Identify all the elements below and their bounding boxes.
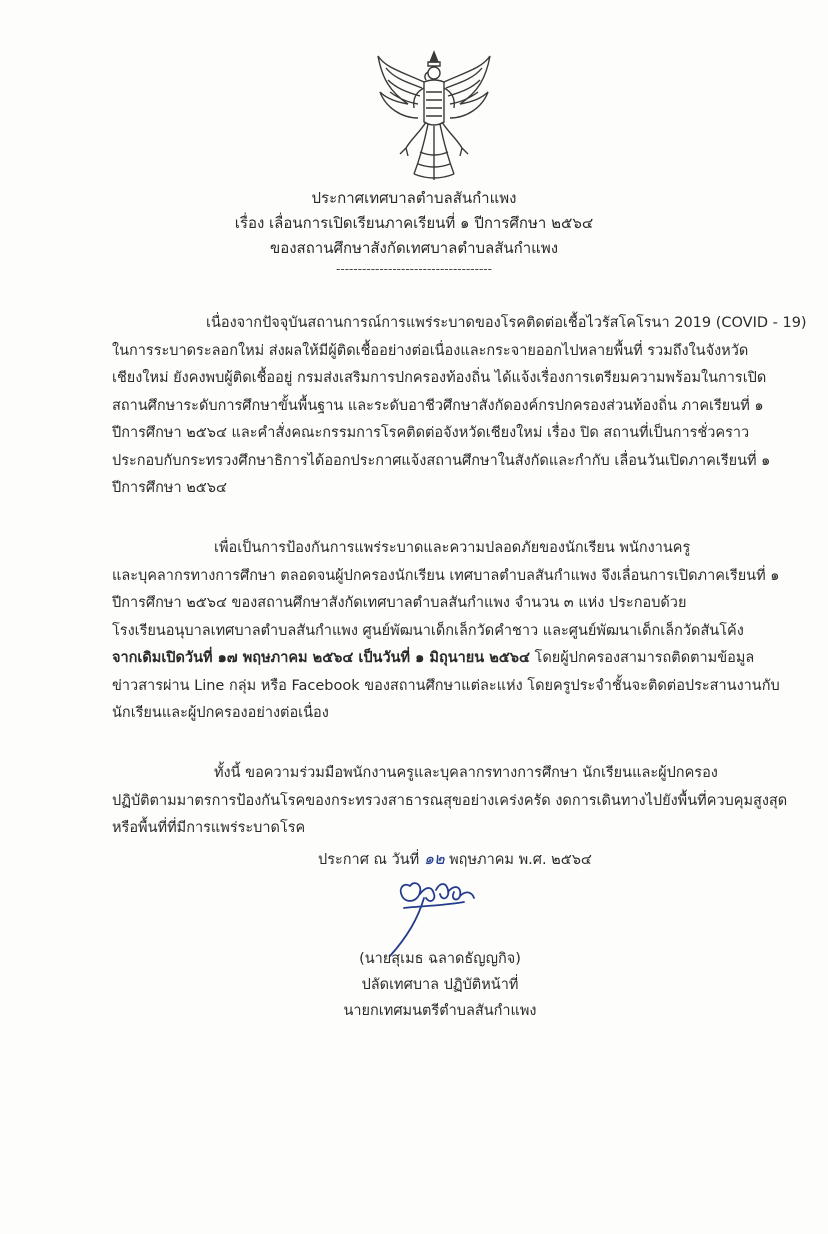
paragraph-line: ปฏิบัติตามมาตรการป้องกันโรคของกระทรวงสาธารณสุขอย่างเคร่งครัด งดการเดินทางไปยังพื้นที่ควบคุมสูงสุด [112, 792, 788, 809]
paragraph-line: ข่าวสารผ่าน Line กลุ่ม หรือ Facebook ของสถานศึกษาแต่ละแห่ง โดยครูประจำชั้นจะติดต่อประสานงานกับ [112, 677, 780, 694]
garuda-emblem [372, 48, 496, 184]
paragraph-postponement [112, 535, 780, 728]
paragraph-line: นักเรียนและผู้ปกครองอย่างต่อเนื่อง [112, 705, 329, 721]
signatory-name: (นายสุเมธ ฉลาดธัญญกิจ) [359, 951, 521, 967]
notice-heading-scope: ของสถานศึกษาสังกัดเทศบาลตำบลสันกำแพง [269, 239, 559, 257]
paragraph-line: สถานศึกษาระดับการศึกษาขั้นพื้นฐาน และระดับอาชีวศึกษาสังกัดองค์กรปกครองส่วนท้องถิ่น ภาคเรียนที่ ๑ [112, 397, 764, 414]
paragraph-line: ทั้งนี้ ขอความร่วมมือพนักงานครูและบุคลากรทางการศึกษา นักเรียนและผู้ปกครอง [214, 765, 718, 781]
paragraph-line: โรงเรียนอนุบาลเทศบาลตำบลสันกำแพง ศูนย์พัฒนาเด็กเล็กวัดคำชาว และศูนย์พัฒนาเด็กเล็กวัดสันโค้ง [112, 622, 744, 639]
handwritten-signature [380, 868, 490, 958]
paragraph-line: เนื่องจากปัจจุบันสถานการณ์การแพร่ระบาดของโรคติดต่อเชื้อไวรัสโคโรนา 2019 (COVID - 19) [206, 315, 807, 331]
paragraph-line: ปีการศึกษา ๒๕๖๔ และคำสั่งคณะกรรมการโรคติดต่อจังหวัดเชียงใหม่ เรื่อง ปิด สถานที่เป็นการชั่วคราว [112, 425, 750, 441]
signatory-position: ปลัดเทศบาล ปฏิบัติหน้าที่ [361, 977, 519, 993]
paragraph-situation [112, 310, 807, 503]
paragraph-line: หรือพื้นที่ที่มีการแพร่ระบาดโรค [112, 820, 306, 836]
paragraph-line: ประกอบกับกระทรวงศึกษาธิการได้ออกประกาศแจ้งสถานศึกษาในสังกัดและกำกับ เลื่อนวันเปิดภาคเรียนที่ ๑ [112, 452, 771, 469]
date-suffix: พฤษภาคม พ.ศ. ๒๕๖๔ [444, 852, 592, 868]
notice-heading-issuer: ประกาศเทศบาลตำบลสันกำแพง [311, 189, 517, 207]
paragraph-line: เพื่อเป็นการป้องกันการแพร่ระบาดและความปลอดภัยของนักเรียน พนักงานครู [214, 540, 691, 556]
paragraph-line: ในการระบาดระลอกใหม่ ส่งผลให้มีผู้ติดเชื้ออย่างต่อเนื่องและกระจายออกไปหลายพื้นที่ รวมถึงในจังหวัด [112, 342, 749, 359]
signatory-title: นายกเทศมนตรีตำบลสันกำแพง [343, 1003, 537, 1019]
paragraph-line-dates [112, 645, 764, 673]
paragraph-line: ปีการศึกษา ๒๕๖๔ [112, 480, 227, 496]
date-prefix: ประกาศ ณ วันที่ [318, 852, 424, 868]
paragraph-cooperation [112, 760, 788, 843]
paragraph-line: และบุคลากรทางการศึกษา ตลอดจนผู้ปกครองนักเรียน เทศบาลตำบลสันกำแพง จึงเลื่อนการเปิดภาคเรียนที่ ๑ [112, 567, 780, 584]
handwritten-day: ๑๒ [423, 849, 445, 868]
paragraph-line: ปีการศึกษา ๒๕๖๔ ของสถานศึกษาสังกัดเทศบาลตำบลสันกำแพง จำนวน ๓ แห่ง ประกอบด้วย [112, 595, 687, 611]
heading-divider: ------------------------------------ [336, 262, 492, 276]
notice-heading-subject: เรื่อง เลื่อนการเปิดเรียนภาคเรียนที่ ๑ ปีการศึกษา ๒๕๖๔ [234, 214, 594, 232]
paragraph-line: เชียงใหม่ ยังคงพบผู้ติดเชื้ออยู่ กรมส่งเสริมการปกครองท้องถิ่น ได้แจ้งเรื่องการเตรียมความพร้อมในการเปิด [112, 370, 767, 386]
new-opening-date-text: จากเดิมเปิดวันที่ ๑๗ พฤษภาคม ๒๕๖๔ เป็นวันที่ ๑ มิถุนายน ๒๕๖๔ [112, 650, 530, 666]
contact-text: โดยผู้ปกครองสามารถติดตามข้อมูล [529, 650, 755, 666]
